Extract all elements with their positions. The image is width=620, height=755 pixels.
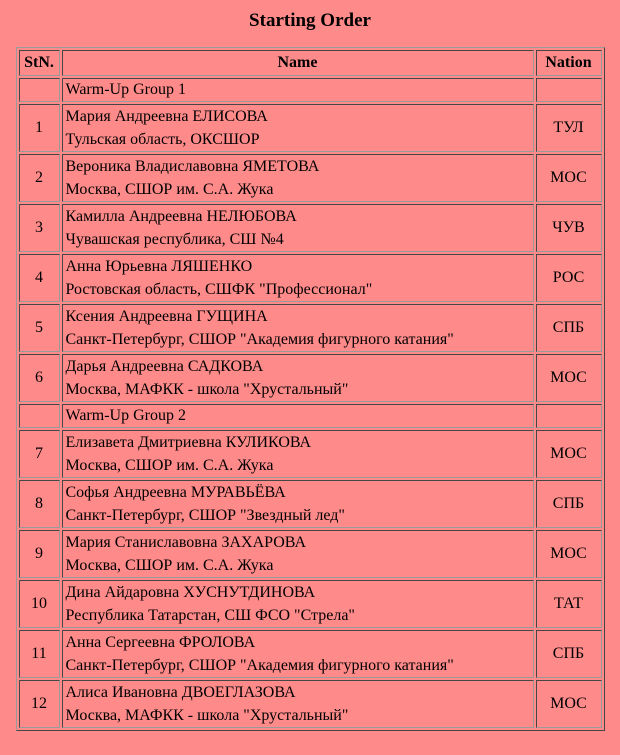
starting-order-table — [16, 47, 605, 731]
start-number: 1 — [19, 104, 60, 152]
skater-name-cell — [62, 254, 534, 302]
skater-club: Санкт-Петербург, СШОР "Звездный лед" — [65, 507, 345, 524]
start-number: 2 — [19, 154, 60, 202]
skater-row — [19, 154, 602, 202]
page — [0, 10, 620, 755]
skater-name-cell — [62, 354, 534, 402]
skater-row — [19, 430, 602, 478]
skater-name: Алиса Ивановна ДВОЕГЛАЗОВА — [65, 684, 296, 701]
skater-row — [19, 354, 602, 402]
nation-code: МОС — [536, 680, 602, 728]
skater-name: Дарья Андреевна САДКОВА — [65, 358, 264, 375]
skater-row — [19, 580, 602, 628]
nation-code: ТАТ — [536, 580, 602, 628]
warmup-group-row — [19, 404, 602, 428]
nation-code: СПБ — [536, 630, 602, 678]
nation-code: МОС — [536, 530, 602, 578]
skater-row — [19, 104, 602, 152]
skater-name-cell — [62, 154, 534, 202]
skater-name-cell — [62, 680, 534, 728]
skater-name: Камилла Андреевна НЕЛЮБОВА — [65, 208, 297, 225]
header-name: Name — [62, 50, 534, 76]
nation-cell-empty — [536, 404, 602, 428]
skater-name-cell — [62, 304, 534, 352]
page-title: Starting Order — [249, 10, 371, 31]
nation-code: СПБ — [536, 480, 602, 528]
skater-club: Чувашская республика, СШ №4 — [65, 231, 284, 248]
warmup-group-label: Warm-Up Group 2 — [62, 404, 534, 428]
skater-club: Санкт-Петербург, СШОР "Академия фигурного катания" — [65, 657, 454, 674]
skater-club: Москва, МАФКК - школа "Хрустальный" — [65, 707, 349, 724]
skater-name: Дина Айдаровна ХУСНУТДИНОВА — [65, 584, 316, 601]
skater-name: Мария Андреевна ЕЛИСОВА — [65, 108, 268, 125]
nation-code: ЧУВ — [536, 204, 602, 252]
skater-name: Елизавета Дмитриевна КУЛИКОВА — [65, 434, 312, 451]
skater-row — [19, 630, 602, 678]
nation-code: МОС — [536, 154, 602, 202]
skater-name-cell — [62, 580, 534, 628]
skater-club: Москва, СШОР им. С.А. Жука — [65, 557, 274, 574]
start-number: 8 — [19, 480, 60, 528]
stn-cell-empty — [19, 404, 60, 428]
skater-club: Санкт-Петербург, СШОР "Академия фигурного катания" — [65, 331, 454, 348]
skater-row — [19, 480, 602, 528]
skater-row — [19, 204, 602, 252]
skater-name-cell — [62, 630, 534, 678]
start-number: 11 — [19, 630, 60, 678]
skater-club: Республика Татарстан, СШ ФСО "Стрела" — [65, 607, 355, 624]
nation-code: РОС — [536, 254, 602, 302]
skater-row — [19, 304, 602, 352]
nation-code: МОС — [536, 430, 602, 478]
skater-name-cell — [62, 530, 534, 578]
start-number: 4 — [19, 254, 60, 302]
skater-name: Ксения Андреевна ГУЩИНА — [65, 308, 268, 325]
skater-name: Анна Юрьевна ЛЯШЕНКО — [65, 258, 253, 275]
nation-cell-empty — [536, 78, 602, 102]
stn-cell-empty — [19, 78, 60, 102]
start-number: 5 — [19, 304, 60, 352]
table-header — [19, 50, 602, 76]
skater-name-cell — [62, 204, 534, 252]
header-stn: StN. — [19, 50, 60, 76]
header-nation: Nation — [536, 50, 602, 76]
header-row — [19, 50, 602, 76]
skater-name-cell — [62, 104, 534, 152]
skater-club: Москва, МАФКК - школа "Хрустальный" — [65, 381, 349, 398]
skater-club: Москва, СШОР им. С.А. Жука — [65, 181, 274, 198]
skater-name: Вероника Владиславовна ЯМЕТОВА — [65, 158, 320, 175]
skater-name: Анна Сергеевна ФРОЛОВА — [65, 634, 256, 651]
warmup-group-label: Warm-Up Group 1 — [62, 78, 534, 102]
skater-name: Мария Станиславовна ЗАХАРОВА — [65, 534, 307, 551]
skater-row — [19, 680, 602, 728]
warmup-group-row — [19, 78, 602, 102]
start-number: 9 — [19, 530, 60, 578]
skater-row — [19, 254, 602, 302]
start-number: 6 — [19, 354, 60, 402]
start-number: 7 — [19, 430, 60, 478]
skater-club: Москва, СШОР им. С.А. Жука — [65, 457, 274, 474]
nation-code: СПБ — [536, 304, 602, 352]
skater-club: Тульская область, ОКСШОР — [65, 131, 260, 148]
start-number: 3 — [19, 204, 60, 252]
nation-code: МОС — [536, 354, 602, 402]
skater-name: Софья Андреевна МУРАВЬЁВА — [65, 484, 286, 501]
nation-code: ТУЛ — [536, 104, 602, 152]
skater-row — [19, 530, 602, 578]
skater-name-cell — [62, 480, 534, 528]
skater-club: Ростовская область, СШФК "Профессионал" — [65, 281, 373, 298]
table-body — [19, 78, 602, 728]
start-number: 12 — [19, 680, 60, 728]
skater-name-cell — [62, 430, 534, 478]
start-number: 10 — [19, 580, 60, 628]
